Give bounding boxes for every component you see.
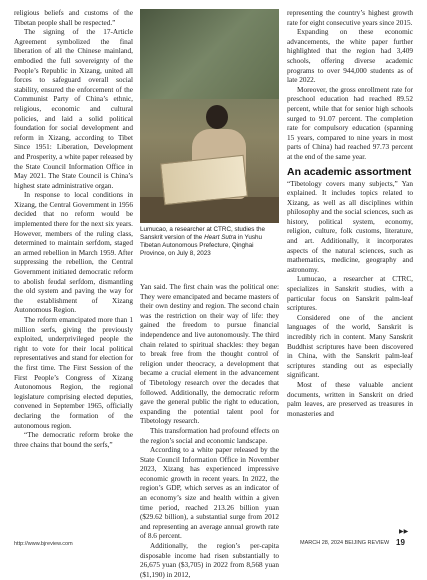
paragraph: The signing of the 17-Article Agreement symbolized the final liberation of all the Chinese mainland, embodied the full sovereignty of the People’s Republic in Xizang, united all forces to safeguard overall social stability, ensured the enforcement of the Communist Party of China’s ethnic, religious, economic and cultural policies, and laid a solid political foundation for social development and reform in Xizang, according to Tibet Since 1951: Liberation, Development and Prosperity, a white paper released by the State Council Information Office in May 2021. The State Council is China’s highest state administrative organ.	[14, 28, 133, 190]
photo-caption	[140, 226, 279, 258]
paragraph: representing the country’s highest growth rate for eight consecutive years since 2015.	[287, 9, 413, 27]
footer-issue: MARCH 28, 2024 BEIJING REVIEW	[300, 540, 390, 546]
paragraph: “The democratic reform broke the three chains that bound the serfs,”	[14, 431, 133, 449]
paragraph: Lumucao, a researcher at CTRC, specializes in Sanskrit studies, with a particular focus on Sanskrit palm-leaf scriptures.	[287, 275, 413, 313]
paragraph: In response to local conditions in Xizang, the Central Government in 1956 decided that no reform would be implemented there for the next six years. However, members of the ruling class, determined to maintain serfdom, staged an armed rebellion in March 1959. After suppressing the rebellion, the Central Government initiated democratic reform to abolish feudal serfdom, dismantling the old system and paving the way for the establishment of Xizang Autonomous Region.	[14, 191, 133, 315]
paragraph: Considered one of the ancient languages of the world, Sanskrit is incredibly rich in content. Many Sanskrit Buddhist scriptures have been discovered in China, with the Sanskrit palm-leaf scriptures standing out as especially significant.	[287, 313, 413, 380]
paragraph: This transformation had profound effects on the region’s social and economic landscape.	[140, 426, 279, 445]
caption-italic-title: Heart Sutra	[204, 234, 237, 241]
paragraph: Additionally, the region’s per-capita disposable income had risen substantially to 26,675 yuan ($3,705) in 2022 from 8,568 yuan ($1,190) in 2012,	[140, 542, 279, 579]
paragraph: Moreover, the gross enrollment rate for preschool education had reached 89.52 percent, while that for senior high schools surged to 91.07 percent. The completion rate for compulsory education (spanning 15 years, compared to nine years in most parts of China) had reached 97.73 percent at the end of the same year.	[287, 85, 413, 161]
page-number: 19	[396, 538, 405, 547]
footer-url-link[interactable]: http://www.bjreview.com	[14, 541, 73, 547]
section-heading: An academic assortment	[287, 165, 412, 178]
continue-arrow-icon: ▶▶	[399, 528, 409, 535]
paragraph: Most of these valuable ancient documents, written in Sanskrit on dried palm leaves, are preserved as treasures in monasteries and	[287, 380, 413, 418]
paragraph: The reform emancipated more than 1 million serfs, giving the previously exploited, underprivileged people the right to vote for their local political representatives and stand for election for the first time. The First Session of the First People’s Congress of Xizang Autonomous Region, the regional legislature comprising elected deputies, convened in September 1965, officially declaring the formation of the autonomous region.	[14, 316, 133, 430]
caption-text-rest: in Yushu Tibetan Autonomous Prefecture, Qinghai Province, on July 8, 2023	[140, 234, 263, 257]
right-column	[287, 9, 413, 419]
paragraph: Expanding on these economic advancements, the white paper further highlighted that the region had 3,409 schools, offering diverse academic programs to over 944,000 students as of late 2022.	[287, 28, 413, 85]
paragraph: Yan said. The first chain was the political one: They were emancipated and became masters of their own destiny and region. The second chain was the restriction on their way of life: they gained the freedom to pursue financial independence and live autonomously. The third chain related to spiritual shackles: they began to break free from the thought control of religion under theocracy, a development that became a crucial element in the advancement of Tibetology research over the decades that followed. Additionally, the democratic reform gave the general public the right to education, expanding the potential talent pool for Tibetology research.	[140, 283, 279, 426]
paragraph: “Tibetology covers many subjects,” Yan explained. It includes topics related to Xizang, as well as all disciplines within philosophy and the social sciences, such as history, political system, economy, religion, culture, folk customs, literature, and art. Additionally, it incorporates aspects of the natural sciences, such as mathematics, medicine, geography and astronomy.	[287, 179, 413, 274]
caption-text: Lumucao, a researcher at CTRC, studies the Sanskrit version of the	[140, 226, 265, 241]
researcher-photo	[140, 9, 279, 223]
paragraph: According to a white paper released by the State Council Information Office in November 2023, Xizang has experienced impressive economic growth in recent years. In 2022, the region’s GDP, which serves as an indicator of an economy’s size and health within a given time period, reached 213.26 billion yuan ($29.62 billion), a substantial surge from 2012 and representing an average annual growth rate of 8.6 percent.	[140, 446, 279, 541]
left-column	[14, 9, 133, 450]
paragraph: religious beliefs and customs of the Tibetan people shall be respected.”	[14, 9, 133, 27]
middle-column	[140, 283, 279, 580]
